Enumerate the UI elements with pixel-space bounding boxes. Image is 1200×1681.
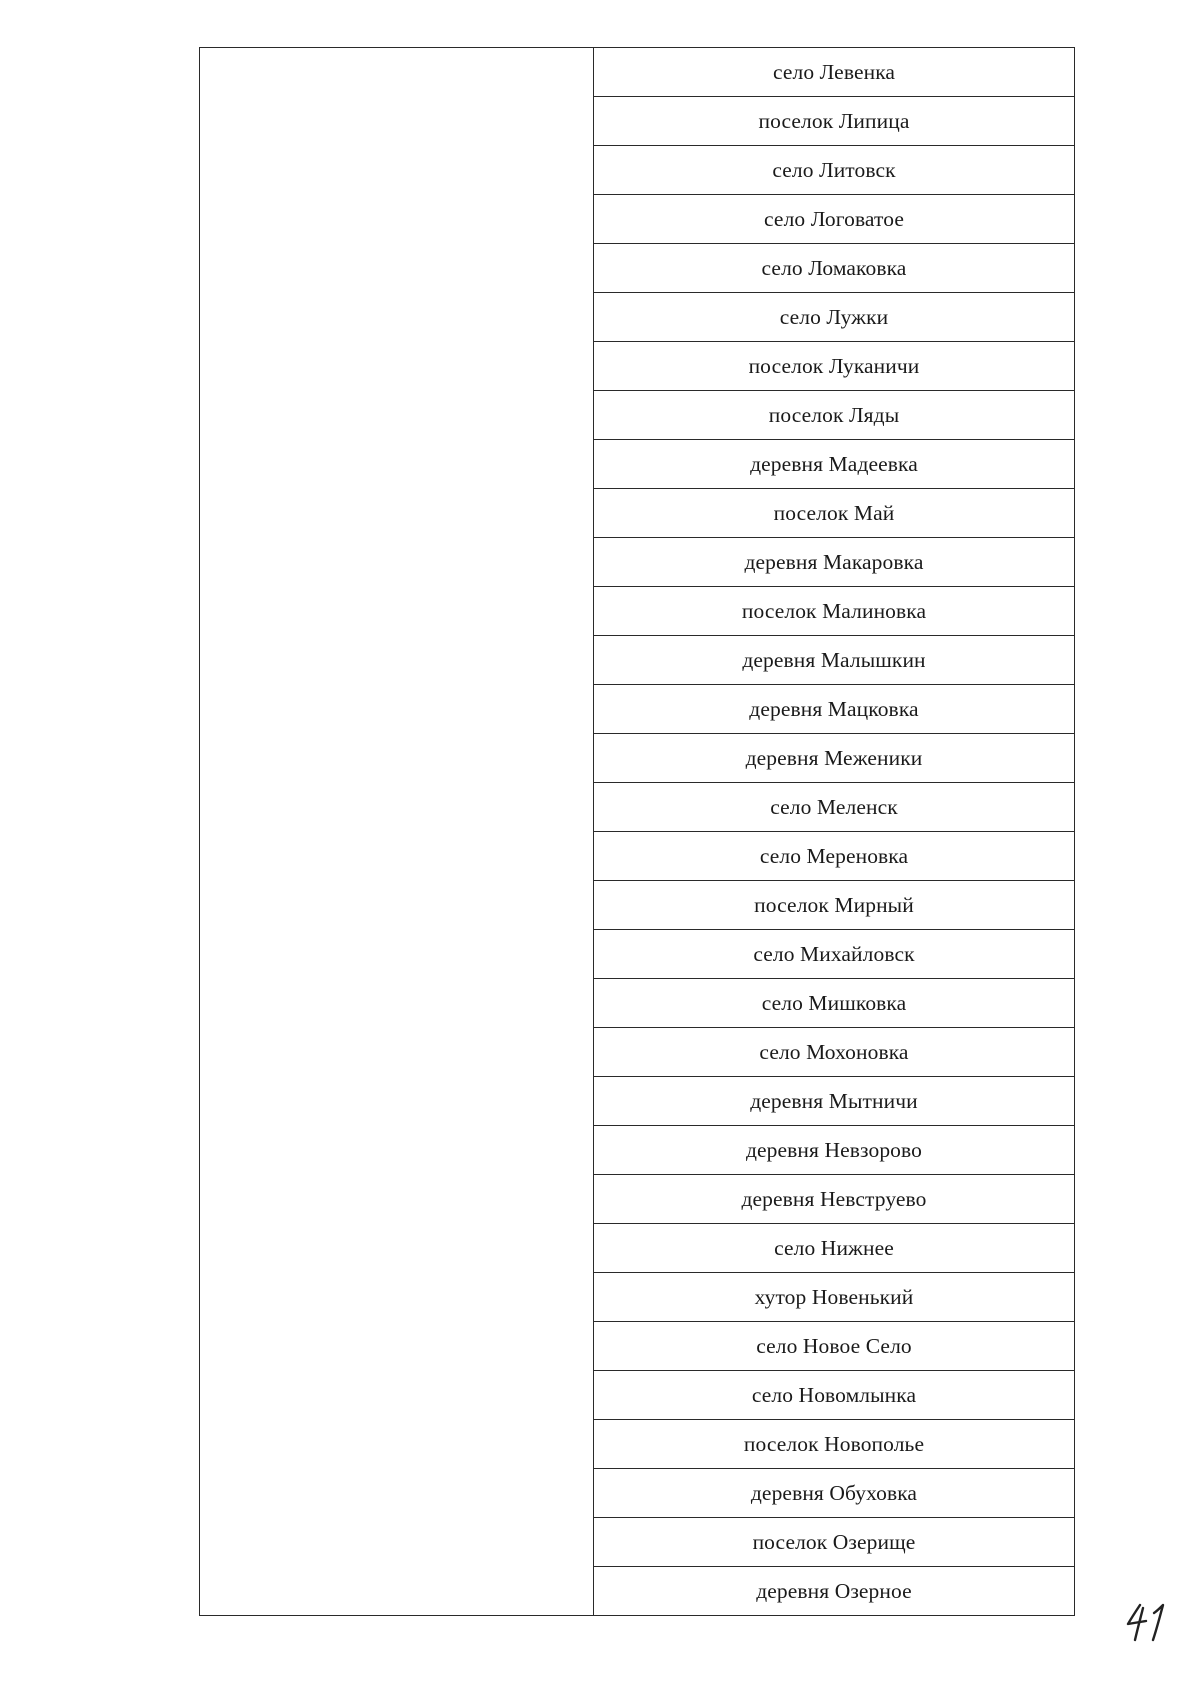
settlement-cell: село Логоватое — [594, 195, 1075, 244]
settlement-cell: деревня Мацковка — [594, 685, 1075, 734]
settlement-cell: поселок Май — [594, 489, 1075, 538]
settlement-cell: село Михайловск — [594, 930, 1075, 979]
table-row — [200, 48, 1075, 97]
settlement-cell: деревня Мытничи — [594, 1077, 1075, 1126]
settlement-cell: село Лужки — [594, 293, 1075, 342]
settlement-cell: деревня Макаровка — [594, 538, 1075, 587]
settlement-cell: поселок Новополье — [594, 1420, 1075, 1469]
settlement-cell: деревня Невструево — [594, 1175, 1075, 1224]
settlement-cell: деревня Обуховка — [594, 1469, 1075, 1518]
settlement-cell: село Мереновка — [594, 832, 1075, 881]
handwritten-page-number — [1124, 1603, 1168, 1643]
settlement-cell: деревня Невзорово — [594, 1126, 1075, 1175]
settlement-cell: деревня Озерное — [594, 1567, 1075, 1616]
settlement-cell: поселок Мирный — [594, 881, 1075, 930]
settlement-cell: село Ломаковка — [594, 244, 1075, 293]
settlement-cell: деревня Малышкин — [594, 636, 1075, 685]
settlement-cell: село Литовск — [594, 146, 1075, 195]
settlements-table — [199, 47, 1075, 1616]
table-body — [200, 48, 1075, 1616]
settlement-cell: село Нижнее — [594, 1224, 1075, 1273]
settlement-cell: село Новомлынка — [594, 1371, 1075, 1420]
settlement-cell: поселок Луканичи — [594, 342, 1075, 391]
settlement-cell: село Мохоновка — [594, 1028, 1075, 1077]
settlement-cell: село Меленск — [594, 783, 1075, 832]
handwritten-page-number-mark — [1124, 1603, 1168, 1643]
settlement-cell: поселок Липица — [594, 97, 1075, 146]
settlement-cell: село Левенка — [594, 48, 1075, 97]
settlement-cell: село Мишковка — [594, 979, 1075, 1028]
empty-left-cell — [200, 48, 594, 1616]
settlement-cell: хутор Новенький — [594, 1273, 1075, 1322]
settlement-cell: село Новое Село — [594, 1322, 1075, 1371]
settlement-cell: поселок Озерище — [594, 1518, 1075, 1567]
settlement-cell: деревня Меженики — [594, 734, 1075, 783]
settlement-cell: поселок Ляды — [594, 391, 1075, 440]
settlement-cell: деревня Мадеевка — [594, 440, 1075, 489]
settlement-cell: поселок Малиновка — [594, 587, 1075, 636]
